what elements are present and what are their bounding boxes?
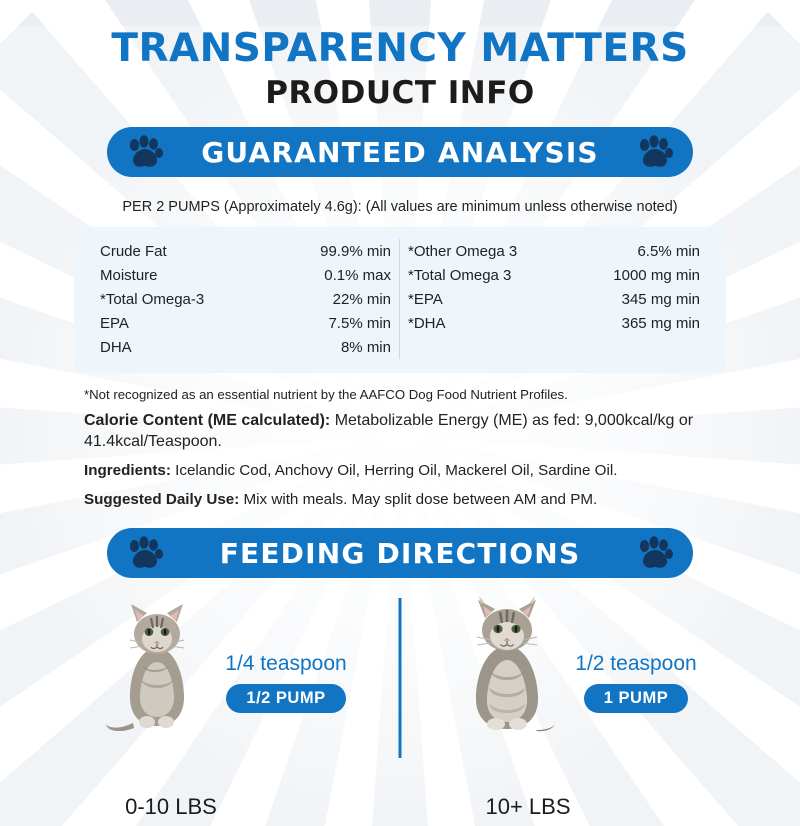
feeding-directions-label: FEEDING DIRECTIONS [219, 536, 581, 570]
nutrient-value: 8% min [340, 338, 391, 356]
suggested-use-text: Mix with meals. May split dose between AM and PM. [239, 491, 598, 509]
feeding-option-large [400, 594, 750, 790]
weight-range-label: 10+ LBS [485, 794, 571, 820]
ingredients-text: Icelandic Cod, Anchovy Oil, Herring Oil, Mackerel Oil, Sardine Oil. [170, 462, 618, 480]
suggested-use-label: Suggested Daily Use: [84, 491, 240, 509]
nutrient-label: Moisture [100, 266, 158, 284]
guaranteed-analysis-table [74, 227, 726, 373]
product-info-page [0, 26, 800, 826]
table-row [98, 335, 393, 359]
table-row [406, 263, 702, 287]
aafco-footnote: *Not recognized as an essential nutrient by the AAFCO Dog Food Nutrient Profiles. [84, 387, 568, 402]
nutrient-value: 22% min [332, 290, 391, 308]
nutrient-value: 99.9% min [320, 242, 391, 260]
table-row [98, 239, 393, 263]
feeding-directions-banner [107, 528, 693, 578]
nutrient-label: Crude Fat [100, 242, 167, 260]
calorie-content-note [84, 410, 730, 452]
paw-print-icon [125, 132, 165, 172]
nutrient-label: *EPA [408, 290, 443, 308]
pump-amount-badge: 1/2 PUMP [226, 684, 345, 713]
paw-print-icon [635, 533, 675, 573]
table-row [98, 287, 393, 311]
feeding-option-small [50, 594, 400, 790]
nutrient-value: 7.5% min [328, 314, 391, 332]
nutrient-label: EPA [100, 314, 129, 332]
weight-labels-row [50, 794, 750, 820]
nutrient-label: *Other Omega 3 [408, 242, 518, 260]
notes-block [70, 387, 730, 510]
nutrient-label: DHA [100, 338, 132, 356]
nutrient-label: *DHA [408, 314, 446, 332]
guaranteed-analysis-banner [107, 127, 693, 177]
table-row [98, 311, 393, 335]
table-row [406, 311, 702, 335]
page-title: TRANSPARENCY MATTERS [111, 26, 689, 71]
page-subtitle: PRODUCT INFO [265, 75, 535, 111]
paw-print-icon [125, 533, 165, 573]
nutrient-value: 345 mg min [621, 290, 700, 308]
suggested-use-note [84, 490, 730, 510]
nutrient-label: *Total Omega-3 [100, 290, 205, 308]
ingredients-note [84, 461, 730, 481]
analysis-column-left [92, 239, 400, 359]
nutrient-value: 365 mg min [621, 314, 700, 332]
ingredients-label: Ingredients: [84, 462, 171, 480]
calorie-content-text: Metabolizable Energy (ME) as fed: 9,000kcal/kg or 41.4kcal/Teaspoon. [84, 412, 694, 451]
table-row [98, 263, 393, 287]
serving-note: PER 2 PUMPS (Approximately 4.6g): (All values are minimum unless otherwise noted) [122, 199, 678, 215]
sitting-cat-illustration [453, 596, 561, 746]
feeding-section [0, 528, 800, 820]
table-row [406, 287, 702, 311]
analysis-column-right [400, 239, 708, 359]
nutrient-label: *Total Omega 3 [408, 266, 512, 284]
sitting-cat-illustration [103, 596, 211, 746]
teaspoon-amount: 1/2 teaspoon [575, 652, 697, 676]
weight-range-label: 0-10 LBS [125, 794, 217, 820]
vertical-divider [399, 598, 402, 758]
nutrient-value: 0.1% max [324, 266, 391, 284]
pump-amount-badge: 1 PUMP [584, 684, 688, 713]
nutrient-value: 6.5% min [637, 242, 700, 260]
paw-print-icon [635, 132, 675, 172]
guaranteed-analysis-label: GUARANTEED ANALYSIS [201, 135, 599, 169]
teaspoon-amount: 1/4 teaspoon [225, 652, 347, 676]
calorie-content-label: Calorie Content (ME calculated): [84, 412, 331, 429]
nutrient-value: 1000 mg min [613, 266, 700, 284]
table-row [406, 239, 702, 263]
feeding-dosage-grid [50, 594, 750, 790]
